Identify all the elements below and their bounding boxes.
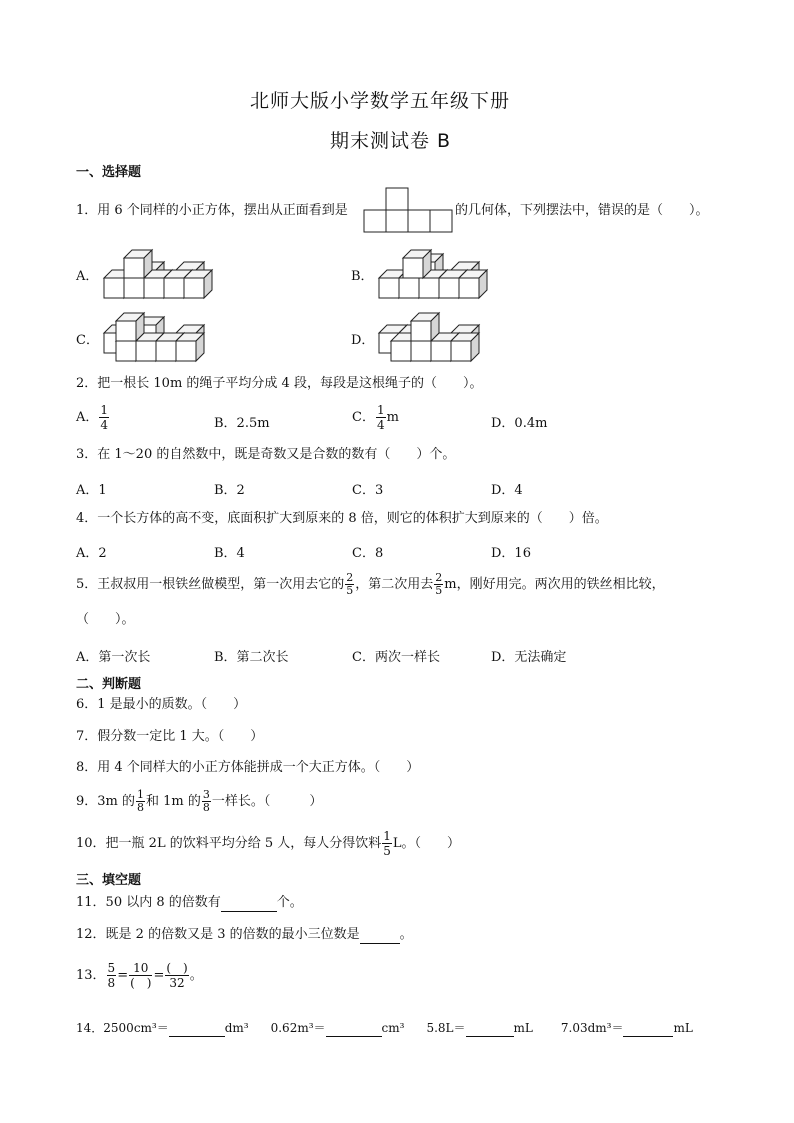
q2-option-b[interactable]: B．2.5m	[214, 416, 270, 431]
q14-unit3: mL	[513, 1021, 533, 1035]
q5-text-2: ，第二次用去	[355, 577, 434, 592]
q10-text-1: 10．把一瓶 2L 的饮料平均分给 5 人，每人分得饮料	[76, 836, 382, 851]
q3-option-b[interactable]: B．2	[214, 483, 245, 498]
question-2: 2．把一根长 10m 的绳子平均分成 4 段，每段是这根绳子的（ ）。	[76, 376, 483, 391]
cube-face	[439, 278, 459, 298]
q4-option-a[interactable]: A．2	[76, 546, 107, 561]
q2-option-c[interactable]	[352, 403, 399, 432]
q11-text-after: 个。	[276, 895, 303, 910]
q5-text-3: m，刚好用完。两次用的铁丝相比较，	[444, 577, 665, 592]
q4-option-b[interactable]: B．4	[214, 546, 245, 561]
cube-face	[411, 341, 431, 361]
q14-blank-4[interactable]	[623, 1020, 673, 1037]
q14-unit1: dm³	[224, 1021, 249, 1035]
q13-equals-1: =	[117, 968, 129, 983]
q5-option-a[interactable]: A．第一次长	[76, 650, 151, 665]
question-1	[76, 203, 348, 219]
q14-blank-1[interactable]	[169, 1020, 225, 1037]
q5-option-c[interactable]: C．两次一样长	[352, 650, 440, 665]
cube-face	[419, 278, 439, 298]
cube-face	[116, 321, 136, 341]
question-3: 3．在 1～20 的自然数中，既是奇数又是合数的数有（ ）个。	[76, 447, 456, 462]
page-title: 北师大版小学数学五年级下册	[250, 90, 511, 112]
q14-label: 14．	[76, 1021, 104, 1035]
q1-option-b-label[interactable]: B．	[351, 269, 374, 284]
cube-face	[144, 278, 164, 298]
q13-fraction-2[interactable]: $\frac{10}{( )}$	[130, 961, 152, 990]
q9-fraction-2: $\frac{3}{8}$	[202, 788, 210, 814]
question-10	[76, 829, 460, 858]
q11-text-before: 11．50 以内 8 的倍数有	[76, 895, 221, 910]
q1-text-after: 的几何体，下列摆法中，错误的是（ ）。	[455, 203, 709, 218]
q9-text-1: 9．3m 的	[76, 794, 136, 809]
cube-face	[411, 321, 431, 341]
q5-option-d[interactable]: D．无法确定	[491, 650, 567, 665]
section-judge-heading: 二、判断题	[76, 677, 142, 692]
q3-option-d[interactable]: D．4	[491, 483, 523, 498]
cube-face	[164, 278, 184, 298]
question-9	[76, 789, 322, 814]
q3-option-c[interactable]: C．3	[352, 483, 384, 498]
q9-text-3: 一样长。（ ）	[211, 794, 323, 809]
q14-unit2: cm³	[381, 1021, 405, 1035]
q3-option-a[interactable]: A．1	[76, 483, 107, 498]
question-7: 7．假分数一定比 1 大。（ ）	[76, 729, 264, 744]
q14-part4: 7.03dm³＝	[560, 1021, 624, 1035]
q1-text-before: 1．用 6 个同样的小正方体，摆出从正面看到是	[76, 203, 348, 218]
cube-face	[116, 341, 136, 361]
q2-c-unit: m	[386, 410, 399, 425]
q12-text-after: 。	[399, 927, 413, 942]
cube-face	[399, 278, 419, 298]
q2-option-c-label: C．	[352, 410, 375, 425]
q11-answer-blank[interactable]	[221, 895, 277, 912]
cube-face	[431, 341, 451, 361]
question-11	[76, 895, 303, 912]
q1-option-d-figure[interactable]	[375, 307, 485, 363]
cube-face	[184, 278, 204, 298]
section-choice-heading: 一、选择题	[76, 165, 142, 180]
cube-face	[124, 258, 144, 278]
cube-face	[459, 278, 479, 298]
q5-text-1: 5．王叔叔用一根铁丝做模型，第一次用去它的	[76, 577, 345, 592]
q5-fraction-1: $\frac{2}{5}$	[346, 571, 354, 597]
q13-end: 。	[189, 968, 203, 983]
q9-fraction-1: $\frac{1}{8}$	[137, 788, 145, 814]
q5-option-b[interactable]: B．第二次长	[214, 650, 289, 665]
q12-text-before: 12．既是 2 的倍数又是 3 的倍数的最小三位数是	[76, 927, 360, 942]
question-5	[76, 572, 665, 597]
question-8: 8．用 4 个同样大的小正方体能拼成一个大正方体。（ ）	[76, 760, 420, 775]
q1-option-c-figure[interactable]	[100, 307, 210, 363]
q1-option-b-figure[interactable]	[375, 244, 485, 300]
q2-a-fraction: $\frac{1}{4}$	[100, 403, 109, 432]
question-6: 6．1 是最小的质数。（ ）	[76, 697, 247, 712]
q13-label: 13．	[76, 968, 106, 983]
q4-option-d[interactable]: D．16	[491, 546, 531, 561]
front-view-figure	[364, 188, 454, 234]
q5-answer-line: （ ）。	[76, 612, 135, 627]
q10-fraction: $\frac{1}{5}$	[383, 829, 391, 858]
q10-text-2: L。（ ）	[392, 836, 461, 851]
q14-part2: 0.62m³＝	[270, 1021, 326, 1035]
cube-face	[176, 341, 196, 361]
cube-face	[451, 341, 471, 361]
question-13	[76, 961, 203, 990]
q12-answer-blank[interactable]	[360, 927, 400, 944]
q4-option-c[interactable]: C．8	[352, 546, 384, 561]
q14-unit4: mL	[673, 1021, 693, 1035]
cube-face	[124, 278, 144, 298]
q14-part3: 5.8L＝	[426, 1021, 466, 1035]
q2-option-a-label: A．	[76, 410, 99, 425]
question-4: 4．一个长方体的高不变，底面积扩大到原来的 8 倍，则它的体积扩大到原来的（ ）倍。	[76, 511, 608, 526]
q13-equals-2: =	[153, 968, 165, 983]
page-subtitle: 期末测试卷 B	[330, 130, 452, 152]
q14-blank-2[interactable]	[326, 1020, 382, 1037]
q9-text-2: 和 1m 的	[146, 794, 201, 809]
q2-c-fraction: $\frac{1}{4}$	[376, 403, 385, 432]
q1-option-a-figure[interactable]	[100, 244, 210, 300]
cube-face	[379, 278, 399, 298]
q2-option-d[interactable]: D．0.4m	[491, 416, 548, 431]
q14-part1: 2500cm³＝	[103, 1021, 169, 1035]
q2-option-a[interactable]	[76, 403, 110, 432]
section-fill-heading: 三、填空题	[76, 873, 142, 888]
question-14	[76, 1020, 693, 1037]
question-12	[76, 927, 413, 944]
q13-fraction-3[interactable]: $\frac{( )}{32}$	[166, 961, 188, 990]
q1-option-d-label[interactable]: D．	[351, 333, 375, 348]
cube-face	[136, 341, 156, 361]
q5-fraction-2: $\frac{2}{5}$	[435, 571, 443, 597]
cube-face	[403, 258, 423, 278]
q1-option-a-label[interactable]: A．	[76, 269, 99, 284]
cube-face	[104, 278, 124, 298]
q14-blank-3[interactable]	[466, 1020, 514, 1037]
cube-face	[156, 341, 176, 361]
cube-face	[391, 341, 411, 361]
q13-fraction-1: $\frac{5}{8}$	[107, 961, 116, 990]
q1-option-c-label[interactable]: C．	[76, 333, 99, 348]
